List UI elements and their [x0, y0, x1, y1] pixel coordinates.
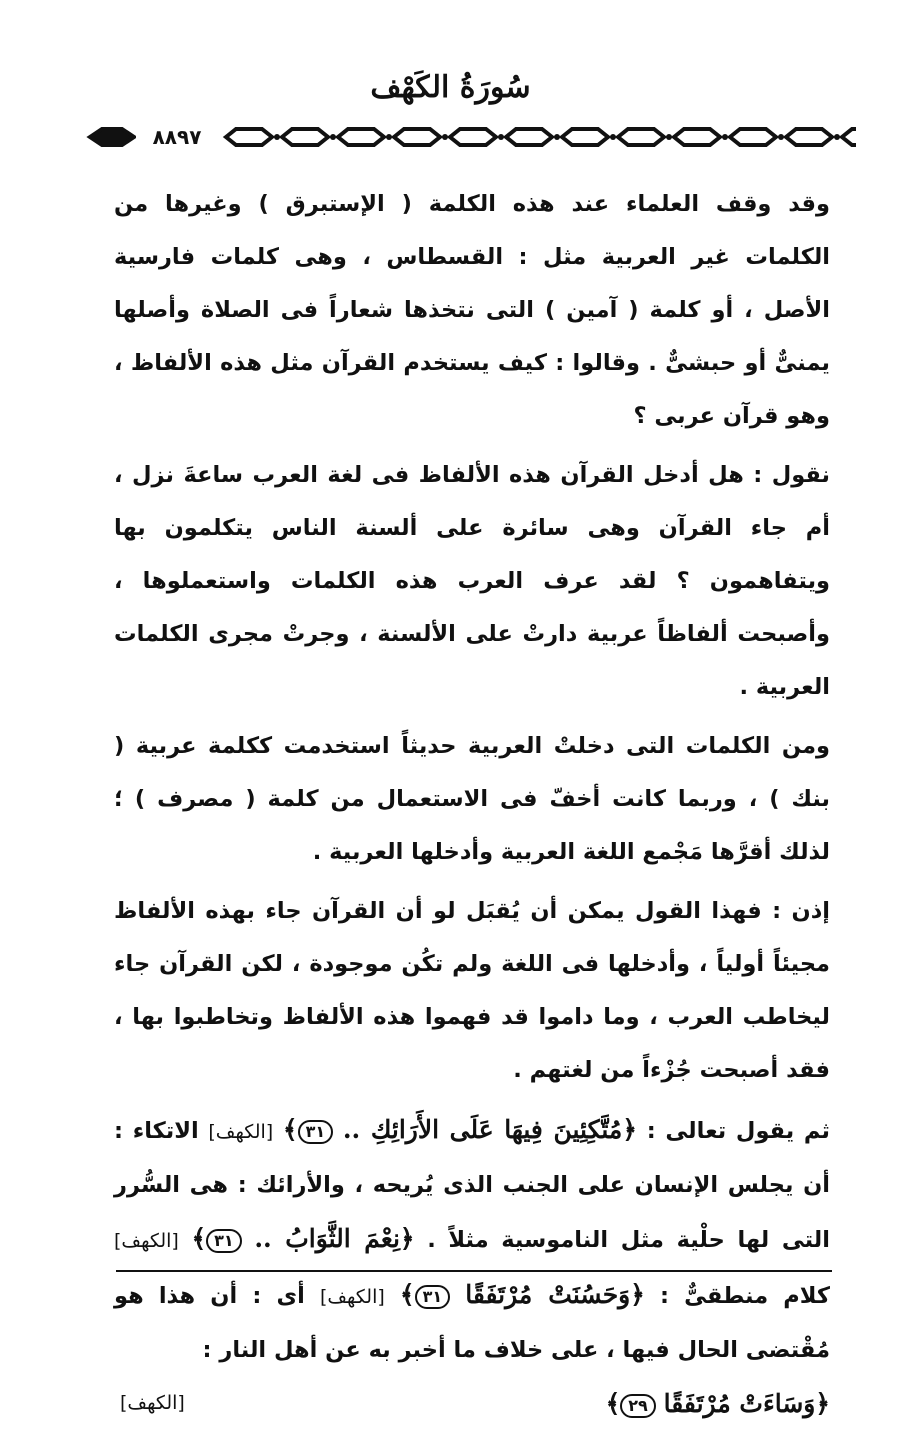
- ayah-number-3: ٣١: [415, 1285, 451, 1309]
- paragraph-3: ومن الكلمات التى دخلتْ العربية حديثاً استخدمت ككلمة عربية ( بنك ) ، وربما كانت أخفّ فى الاستعمال من كلمة ( مصرف ) ؛ لذلك أقرَّها مَجْمع اللغة العربية وأدخلها العربية .: [114, 733, 830, 865]
- chain-link: [562, 129, 608, 145]
- verse-4-close: ﴾: [605, 1389, 621, 1418]
- verse-4-group: [606, 1377, 830, 1432]
- page-number: ٨٨٩٧: [136, 124, 218, 150]
- paragraph-4: إذن : فهذا القول يمكن أن يُقبَل لو أن القرآن جاء بهذه الألفاظ مجيئاً أولياً ، وأدخلها فى اللغة ولم تكُن موجودة ، لكن القرآن جاء ليخاطب العرب ، وما داموا قد فهموا هذه الألفاظ وتخاطبوا بها ، فقد أصبحت جُزْءاً من لغتهم .: [114, 898, 830, 1083]
- verse-3: ﴿وَحَسُنَتْ مُرْتَفَقًا: [465, 1280, 645, 1309]
- chain-link: [394, 129, 440, 145]
- chain-link: [618, 129, 664, 145]
- surah-ref-4: [الكهف]: [120, 1392, 185, 1414]
- verse-1: ﴿مُتَّكِئِينَ فِيهَا عَلَى الأَرَائِكِ ..: [342, 1115, 637, 1144]
- footer-rule: [116, 1270, 832, 1272]
- ayah-number-4: ٢٩: [620, 1394, 656, 1418]
- body-text-2: كلام منطقىٌّ :: [660, 1283, 830, 1309]
- verse-3-close: ﴾: [399, 1280, 415, 1309]
- header-ornament-band: [86, 124, 856, 150]
- verse-1-close: ﴾: [282, 1115, 298, 1144]
- surah-ref-2: [الكهف]: [114, 1230, 179, 1252]
- surah-ref-3: [الكهف]: [319, 1286, 385, 1308]
- verse-2: ﴿نِعْمَ الثَّوَابُ ..: [254, 1224, 415, 1253]
- verse-2-close: ﴾: [191, 1224, 207, 1253]
- intro-text: ثم يقول تعالى :: [646, 1118, 830, 1144]
- closing-verse-line: [114, 1377, 830, 1430]
- chain-link: [730, 129, 776, 145]
- verse-4: ﴿وَسَاءَتْ مُرْتَفَقًا: [663, 1389, 830, 1418]
- chain-link: [786, 129, 832, 145]
- surah-ref-1: [الكهف]: [208, 1121, 274, 1143]
- paragraph-1: وقد وقف العلماء عند هذه الكلمة ( الإستبرق ) وغيرها من الكلمات غير العربية مثل : القسطاس ، وهى كلمات فارسية الأصل ، أو كلمة ( آمين ) التى نتخذها شعاراً فى الصلاة وأصلها يمنىٌّ أو حبشىٌّ . وقالوا : كيف يستخدم القرآن مثل هذه الألفاظ ، وهو قرآن عربى ؟: [114, 191, 830, 429]
- paragraph-2: نقول : هل أدخل القرآن هذه الألفاظ فى لغة العرب ساعةَ نزل ، أم جاء القرآن وهى سائرة على ألسنة الناس يتكلمون بها ويتفاهمون ؟ لقد عرف العرب هذه الكلمات واستعملوها ، وأصبحت ألفاظاً عربية دارتْ على الألسنة ، وجرتْ مجرى الكلمات العربية .: [114, 462, 830, 700]
- surah-title: سُورَةُ الكَهْف: [370, 70, 531, 105]
- body-text-3: أى : أن هذا هو مُقْتضى الحال فيها ، على خلاف ما أخبر به عن أهل النار :: [114, 1283, 830, 1363]
- chain-link: [842, 129, 856, 145]
- page-body: [114, 178, 830, 1430]
- ayah-number-1: ٣١: [298, 1120, 334, 1144]
- paragraph-5: [114, 1103, 830, 1377]
- ayah-number-2: ٣١: [206, 1229, 242, 1253]
- chain-link: [226, 129, 272, 145]
- chain-link: [450, 129, 496, 145]
- chain-link: [506, 129, 552, 145]
- chain-link: [338, 129, 384, 145]
- body-text-1: الاتكاء : أن يجلس الإنسان على الجنب الذى يُريحه ، والأرائك : هى السُّرر التى لها حلْية مثل الناموسية مثلاً .: [114, 1118, 830, 1253]
- chain-link: [674, 129, 720, 145]
- chain-link: [282, 129, 328, 145]
